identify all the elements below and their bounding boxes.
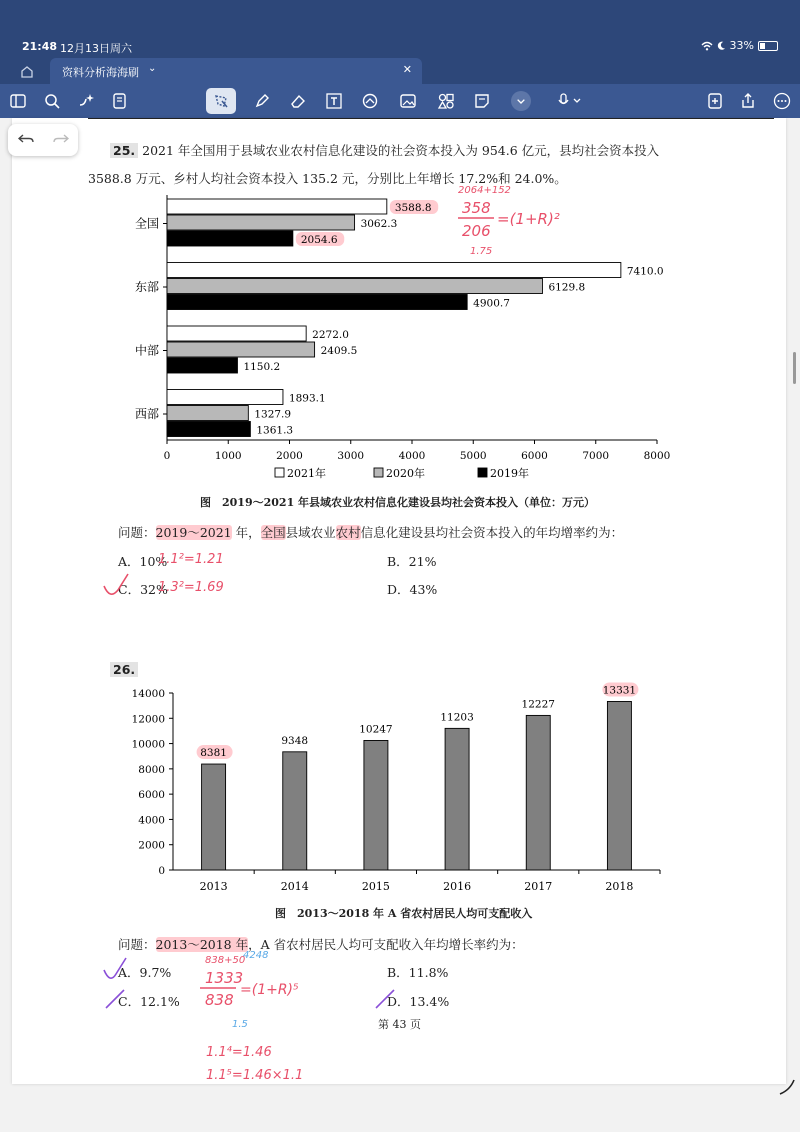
y-tick-label: 14000 <box>131 688 165 700</box>
x-tick-label: 2018 <box>605 880 634 893</box>
q25-option-a[interactable]: A．10% <box>118 554 168 569</box>
x-tick-label: 2000 <box>276 450 303 462</box>
q25-question-rest: 信息化建设县均社会资本投入的年均增率约为： <box>360 525 624 540</box>
x-tick-label: 2015 <box>361 880 390 893</box>
category-label: 西部 <box>134 407 159 421</box>
y-tick-label: 4000 <box>138 814 165 827</box>
q26-option-d-strike <box>376 990 394 1008</box>
q25-note-square-11: 1.1²=1.21 <box>158 552 224 567</box>
category-label: 中部 <box>134 343 159 358</box>
x-tick-label: 0 <box>163 450 171 462</box>
legend-label: 2021年 <box>287 467 326 480</box>
q26-number: 26. <box>110 662 138 677</box>
q26-note-denominator: 838 <box>205 991 234 1009</box>
q25-note-square-13: 1.3²=1.69 <box>158 580 224 595</box>
status-date: 12月13日周六 <box>60 42 132 55</box>
document-tab-title: 资料分析海海刷 <box>62 66 139 79</box>
q26-option-a-check-mark <box>104 958 126 978</box>
status-time: 21:48 <box>22 40 58 53</box>
x-tick-label: 6000 <box>521 450 548 462</box>
q25-question-highlight-years: 2019～2021 <box>155 525 232 540</box>
data-label: 10247 <box>359 723 393 736</box>
x-tick-label: 7000 <box>582 450 610 462</box>
q25-question-highlight-rural: 农村 <box>335 525 361 540</box>
legend-label: 2019年 <box>490 467 529 480</box>
q25-option-d[interactable]: D．43% <box>387 582 438 597</box>
data-label: 6129.8 <box>548 281 586 294</box>
x-tick-label: 2013 <box>199 880 228 893</box>
q26-note-blue: 4248 <box>243 950 269 961</box>
q26-question-prefix: 问题： <box>118 937 156 952</box>
data-label: 8381 <box>200 747 227 760</box>
q26-note-growth: 1.5 <box>232 1019 248 1030</box>
data-label: 13331 <box>602 684 637 697</box>
x-tick-label: 8000 <box>643 450 671 462</box>
x-tick-label: 3000 <box>337 450 365 462</box>
data-label: 1893.1 <box>288 392 326 405</box>
q25-number: 25. <box>110 143 138 158</box>
q25-chart-caption: 图 2019～2021 年县域农业农村信息化建设县均社会资本投入（单位：万元） <box>200 496 596 509</box>
q26-option-c[interactable]: C．12.1% <box>118 994 180 1009</box>
data-label: 2272.0 <box>312 329 349 341</box>
battery-percent: 33% <box>729 39 754 52</box>
legend-label: 2020年 <box>386 467 425 480</box>
category-label: 东部 <box>134 280 159 294</box>
data-label: 1361.3 <box>256 424 294 437</box>
q26-option-a[interactable]: A．9.7% <box>118 965 172 980</box>
data-label: 2409.5 <box>320 345 358 357</box>
x-tick-label: 1000 <box>214 450 242 462</box>
x-tick-label: 2014 <box>280 880 309 893</box>
q25-option-b[interactable]: B．21% <box>387 554 437 569</box>
q26-note-power4: 1.1⁴=1.46 <box>206 1045 272 1060</box>
y-tick-label: 12000 <box>131 713 165 726</box>
q26-option-b[interactable]: B．11.8% <box>387 965 449 980</box>
q25-question-highlight-national: 全国 <box>260 525 286 540</box>
q26-note-sum: 838+50 <box>205 955 246 966</box>
q26-note-equation: =(1+R)⁵ <box>240 982 299 998</box>
q25-note-denominator: 206 <box>462 222 491 240</box>
y-tick-label: 6000 <box>138 789 165 802</box>
q25-note-equation: =(1+R)² <box>497 210 560 228</box>
data-label: 9348 <box>281 734 309 747</box>
data-label: 11203 <box>440 711 474 724</box>
x-tick-label: 5000 <box>459 450 487 462</box>
q26-option-c-strike <box>106 990 124 1008</box>
y-tick-label: 8000 <box>138 763 165 776</box>
data-label: 2054.6 <box>300 234 338 246</box>
data-label: 1327.9 <box>254 408 292 421</box>
q26-question-rest: ，A 省农村居民人均可支配收入年均增长率约为： <box>248 937 524 952</box>
y-tick-label: 2000 <box>138 839 165 852</box>
data-label: 3062.3 <box>360 218 398 230</box>
page-number: 第 43 页 <box>378 1018 421 1031</box>
x-tick-label: 2016 <box>443 880 472 893</box>
q25-note-sum: 2064+152 <box>458 185 511 196</box>
data-label: 3588.8 <box>394 202 432 214</box>
x-tick-label: 2017 <box>524 880 553 893</box>
q25-question-mid1: 年， <box>231 525 261 540</box>
data-label: 1150.2 <box>243 361 281 373</box>
q26-question-highlight-years: 2013～2018 年 <box>155 937 249 952</box>
q25-text-line2: 3588.8 万元、乡村人均社会资本投入 135.2 元，分别比上年增长 17.2%和 24.0%。 <box>88 171 567 186</box>
q26-note-numerator: 1333 <box>205 969 244 987</box>
q25-question-prefix: 问题： <box>118 525 156 540</box>
close-icon[interactable]: ✕ <box>402 63 412 76</box>
q25-intro-1: 2021 年全国用于县域农业农村信息化建设的社会资本投入为 954.6 亿元，县均社会资本投入 <box>142 143 660 158</box>
data-label: 4900.7 <box>473 297 510 310</box>
category-label: 全国 <box>134 216 159 231</box>
q25-option-c[interactable]: C．32% <box>118 582 168 597</box>
pen-stroke-corner <box>780 1080 794 1094</box>
data-label: 7410.0 <box>626 265 664 278</box>
q25-note-numerator: 358 <box>462 199 491 217</box>
q26-option-d[interactable]: D．13.4% <box>387 994 450 1009</box>
q26-note-power5: 1.1⁵=1.46×1.1 <box>206 1068 304 1083</box>
q26-chart-caption: 图 2013～2018 年 A 省农村居民人均可支配收入 <box>275 907 533 920</box>
q25-question-mid2: 县域农业 <box>285 525 336 540</box>
x-tick-label: 4000 <box>398 450 426 462</box>
y-tick-label: 10000 <box>131 738 165 751</box>
chevron-down-icon[interactable]: ⌄ <box>148 63 157 74</box>
data-label: 12227 <box>521 698 555 711</box>
y-tick-label: 0 <box>158 865 165 877</box>
q25-note-ratio: 1.75 <box>470 246 493 257</box>
